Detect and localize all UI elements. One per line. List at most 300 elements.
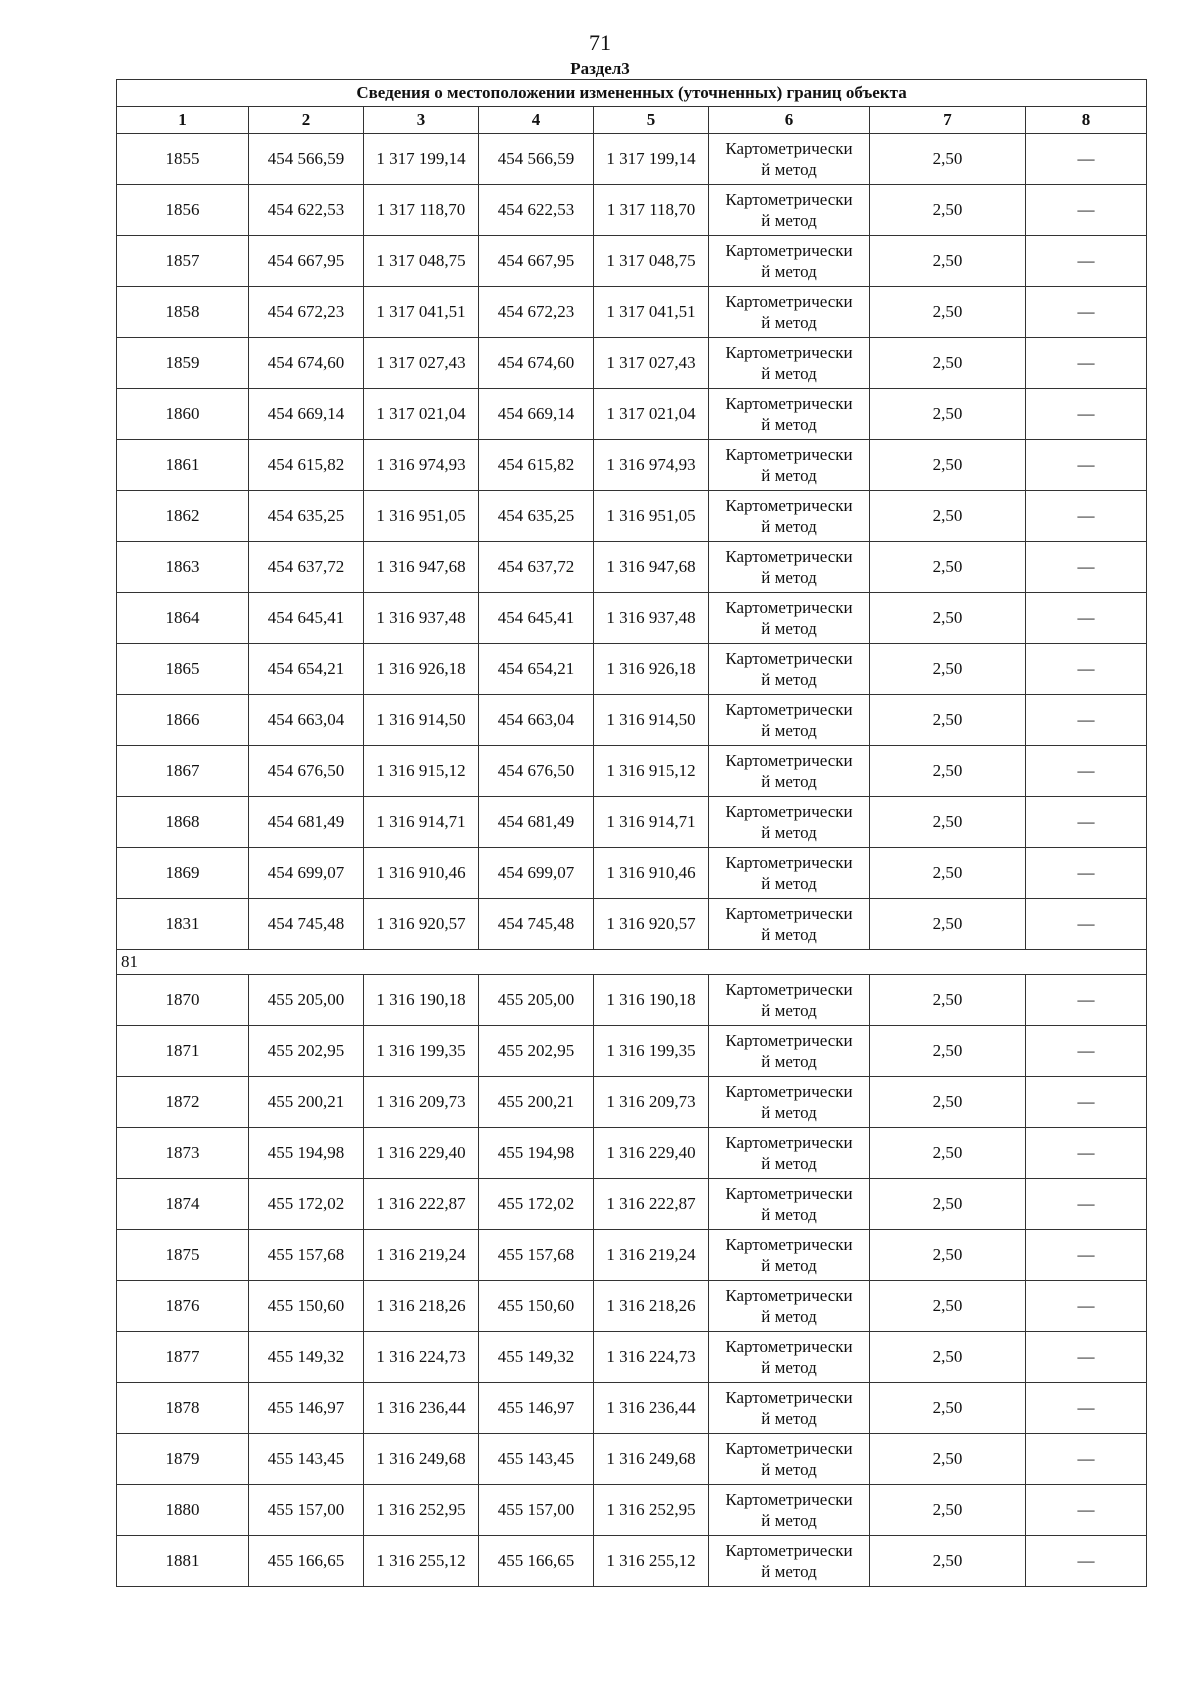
dash-cell: — [1026, 644, 1147, 695]
table-cell: 455 166,65 [249, 1536, 364, 1587]
table-cell: 1 316 951,05 [364, 491, 479, 542]
dash-cell: — [1026, 440, 1147, 491]
table-cell: 455 149,32 [249, 1332, 364, 1383]
column-header: 1 [117, 107, 249, 134]
method-text-line1: Картометрически [725, 1133, 853, 1152]
table-cell: 1 316 249,68 [364, 1434, 479, 1485]
table-cell: 454 663,04 [479, 695, 594, 746]
table-cell: 1 316 947,68 [364, 542, 479, 593]
method-cell [709, 134, 870, 185]
method-cell [709, 185, 870, 236]
dash-cell: — [1026, 848, 1147, 899]
method-text-line1: Картометрически [725, 1286, 853, 1305]
table-row [117, 593, 1147, 644]
table-cell: 455 146,97 [249, 1383, 364, 1434]
table-cell: 1873 [117, 1128, 249, 1179]
table-cell: 1 316 219,24 [594, 1230, 709, 1281]
dash-cell: — [1026, 491, 1147, 542]
dash-cell: — [1026, 185, 1147, 236]
table-cell: 1 316 915,12 [364, 746, 479, 797]
table-cell: 1 316 914,71 [364, 797, 479, 848]
table-cell: 1 316 951,05 [594, 491, 709, 542]
table-cell: 1 316 190,18 [364, 975, 479, 1026]
table-row [117, 1128, 1147, 1179]
table-row [117, 338, 1147, 389]
table-cell: 454 699,07 [249, 848, 364, 899]
table-cell: 454 745,48 [479, 899, 594, 950]
table-cell: 1864 [117, 593, 249, 644]
table-cell: 1 316 910,46 [594, 848, 709, 899]
table-cell: 1 317 118,70 [594, 185, 709, 236]
table-cell: 1881 [117, 1536, 249, 1587]
table-row [117, 542, 1147, 593]
table-cell: 1 316 926,18 [364, 644, 479, 695]
method-text-line1: Картометрически [725, 496, 853, 515]
table-cell: 1 316 199,35 [594, 1026, 709, 1077]
method-text-line2: й метод [761, 415, 817, 434]
table-cell: 1860 [117, 389, 249, 440]
table-cell: 1877 [117, 1332, 249, 1383]
table-caption: Сведения о местоположении измененных (уточненных) границ объекта [117, 80, 1147, 107]
accuracy-cell: 2,50 [870, 1332, 1026, 1383]
method-text-line1: Картометрически [725, 1031, 853, 1050]
table-cell: 455 172,02 [479, 1179, 594, 1230]
table-cell: 1878 [117, 1383, 249, 1434]
method-text-line1: Картометрически [725, 598, 853, 617]
method-text-line2: й метод [761, 772, 817, 791]
dash-cell: — [1026, 1128, 1147, 1179]
dash-cell: — [1026, 899, 1147, 950]
table-cell: 1859 [117, 338, 249, 389]
table-cell: 455 200,21 [249, 1077, 364, 1128]
table-cell: 1 316 910,46 [364, 848, 479, 899]
accuracy-cell: 2,50 [870, 695, 1026, 746]
accuracy-cell: 2,50 [870, 975, 1026, 1026]
accuracy-cell: 2,50 [870, 338, 1026, 389]
method-text-line2: й метод [761, 517, 817, 536]
table-cell: 455 157,00 [479, 1485, 594, 1536]
table-cell: 454 669,14 [249, 389, 364, 440]
method-text-line2: й метод [761, 160, 817, 179]
table-cell: 1 316 920,57 [594, 899, 709, 950]
table-cell: 1862 [117, 491, 249, 542]
method-text-line1: Картометрически [725, 1337, 853, 1356]
table-cell: 1879 [117, 1434, 249, 1485]
method-text-line1: Картометрически [725, 700, 853, 719]
table-row [117, 1485, 1147, 1536]
table-cell: 1 316 255,12 [594, 1536, 709, 1587]
accuracy-cell: 2,50 [870, 1230, 1026, 1281]
dash-cell: — [1026, 1485, 1147, 1536]
table-cell: 454 672,23 [479, 287, 594, 338]
table-cell: 1855 [117, 134, 249, 185]
accuracy-cell: 2,50 [870, 491, 1026, 542]
table-row [117, 1179, 1147, 1230]
dash-cell: — [1026, 1434, 1147, 1485]
table-cell: 454 635,25 [479, 491, 594, 542]
method-text-line1: Картометрически [725, 1082, 853, 1101]
method-cell [709, 644, 870, 695]
method-text-line2: й метод [761, 1052, 817, 1071]
table-cell: 1 316 199,35 [364, 1026, 479, 1077]
column-header: 8 [1026, 107, 1147, 134]
dash-cell: — [1026, 695, 1147, 746]
method-text-line2: й метод [761, 211, 817, 230]
table-row [117, 695, 1147, 746]
table-cell: 1 317 118,70 [364, 185, 479, 236]
method-cell [709, 593, 870, 644]
table-cell: 1 316 224,73 [364, 1332, 479, 1383]
accuracy-cell: 2,50 [870, 1383, 1026, 1434]
table-cell: 1 316 229,40 [594, 1128, 709, 1179]
table-cell: 454 637,72 [479, 542, 594, 593]
table-cell: 1872 [117, 1077, 249, 1128]
method-text-line1: Картометрически [725, 802, 853, 821]
table-row [117, 185, 1147, 236]
table-cell: 1831 [117, 899, 249, 950]
table-cell: 1 317 027,43 [594, 338, 709, 389]
table-cell: 1 316 190,18 [594, 975, 709, 1026]
table-cell: 1880 [117, 1485, 249, 1536]
table-cell: 454 566,59 [249, 134, 364, 185]
dash-cell: — [1026, 338, 1147, 389]
table-cell: 1863 [117, 542, 249, 593]
table-cell: 1 316 926,18 [594, 644, 709, 695]
table-cell: 454 676,50 [479, 746, 594, 797]
column-header: 5 [594, 107, 709, 134]
table-cell: 1 317 027,43 [364, 338, 479, 389]
table-cell: 1870 [117, 975, 249, 1026]
table-cell: 1858 [117, 287, 249, 338]
accuracy-cell: 2,50 [870, 644, 1026, 695]
column-header: 3 [364, 107, 479, 134]
table-cell: 1 316 915,12 [594, 746, 709, 797]
group-separator [117, 950, 1147, 975]
table-cell: 1 316 920,57 [364, 899, 479, 950]
table-cell: 1 317 048,75 [594, 236, 709, 287]
table-cell: 454 635,25 [249, 491, 364, 542]
accuracy-cell: 2,50 [870, 848, 1026, 899]
table-row [117, 1536, 1147, 1587]
table-row [117, 644, 1147, 695]
method-text-line1: Картометрически [725, 241, 853, 260]
method-text-line2: й метод [761, 568, 817, 587]
method-text-line1: Картометрически [725, 1541, 853, 1560]
table-cell: 1865 [117, 644, 249, 695]
dash-cell: — [1026, 236, 1147, 287]
table-row [117, 1332, 1147, 1383]
table-row [117, 1383, 1147, 1434]
dash-cell: — [1026, 389, 1147, 440]
table-cell: 455 157,68 [249, 1230, 364, 1281]
table-cell: 1 316 947,68 [594, 542, 709, 593]
table-cell: 455 172,02 [249, 1179, 364, 1230]
dash-cell: — [1026, 797, 1147, 848]
table-cell: 455 157,00 [249, 1485, 364, 1536]
accuracy-cell: 2,50 [870, 899, 1026, 950]
table-row [117, 287, 1147, 338]
table-cell: 1 317 021,04 [594, 389, 709, 440]
table-cell: 455 143,45 [249, 1434, 364, 1485]
table-cell: 1867 [117, 746, 249, 797]
section-title: Раздел3 [570, 59, 630, 78]
page-number: 71 [589, 30, 611, 55]
method-text-line2: й метод [761, 721, 817, 740]
dash-cell: — [1026, 1026, 1147, 1077]
table-cell: 454 676,50 [249, 746, 364, 797]
table-cell: 455 146,97 [479, 1383, 594, 1434]
table-cell: 1 316 218,26 [364, 1281, 479, 1332]
dash-cell: — [1026, 1230, 1147, 1281]
accuracy-cell: 2,50 [870, 797, 1026, 848]
table-cell: 1 316 914,50 [364, 695, 479, 746]
table-cell: 1 316 209,73 [594, 1077, 709, 1128]
method-text-line2: й метод [761, 1460, 817, 1479]
dash-cell: — [1026, 1383, 1147, 1434]
method-text-line2: й метод [761, 670, 817, 689]
method-cell [709, 797, 870, 848]
accuracy-cell: 2,50 [870, 593, 1026, 644]
accuracy-cell: 2,50 [870, 1026, 1026, 1077]
table-cell: 454 654,21 [249, 644, 364, 695]
table-cell: 1 317 021,04 [364, 389, 479, 440]
method-text-line2: й метод [761, 1511, 817, 1530]
table-cell: 1 316 914,50 [594, 695, 709, 746]
method-text-line2: й метод [761, 925, 817, 944]
column-header: 4 [479, 107, 594, 134]
method-text-line1: Картометрически [725, 980, 853, 999]
table-cell: 1861 [117, 440, 249, 491]
method-text-line2: й метод [761, 1205, 817, 1224]
table-cell: 454 645,41 [479, 593, 594, 644]
table-cell: 454 681,49 [479, 797, 594, 848]
dash-cell: — [1026, 1281, 1147, 1332]
accuracy-cell: 2,50 [870, 1128, 1026, 1179]
table-cell: 454 669,14 [479, 389, 594, 440]
table-cell: 455 166,65 [479, 1536, 594, 1587]
table-cell: 1 316 252,95 [364, 1485, 479, 1536]
table-cell: 454 663,04 [249, 695, 364, 746]
table-cell: 454 654,21 [479, 644, 594, 695]
method-text-line2: й метод [761, 619, 817, 638]
method-cell [709, 338, 870, 389]
method-text-line2: й метод [761, 1154, 817, 1173]
dash-cell: — [1026, 287, 1147, 338]
column-header: 7 [870, 107, 1026, 134]
accuracy-cell: 2,50 [870, 746, 1026, 797]
method-text-line1: Картометрически [725, 649, 853, 668]
table-cell: 1 317 048,75 [364, 236, 479, 287]
method-cell [709, 1281, 870, 1332]
method-cell [709, 542, 870, 593]
accuracy-cell: 2,50 [870, 1536, 1026, 1587]
method-cell [709, 1179, 870, 1230]
table-cell: 454 667,95 [249, 236, 364, 287]
table-cell: 1856 [117, 185, 249, 236]
table-cell: 1 317 199,14 [364, 134, 479, 185]
table-cell: 454 681,49 [249, 797, 364, 848]
table-cell: 1876 [117, 1281, 249, 1332]
table-cell: 1 316 229,40 [364, 1128, 479, 1179]
table-cell: 455 205,00 [249, 975, 364, 1026]
table-cell: 1 316 219,24 [364, 1230, 479, 1281]
method-text-line1: Картометрически [725, 1235, 853, 1254]
table-cell: 1 316 914,71 [594, 797, 709, 848]
method-cell [709, 1434, 870, 1485]
table-cell: 454 745,48 [249, 899, 364, 950]
dash-cell: — [1026, 542, 1147, 593]
table-cell: 454 699,07 [479, 848, 594, 899]
method-cell [709, 899, 870, 950]
table-cell: 455 202,95 [249, 1026, 364, 1077]
dash-cell: — [1026, 1536, 1147, 1587]
method-cell [709, 848, 870, 899]
method-text-line1: Картометрически [725, 139, 853, 158]
method-text-line2: й метод [761, 1256, 817, 1275]
table-cell: 455 194,98 [249, 1128, 364, 1179]
method-text-line1: Картометрически [725, 394, 853, 413]
method-cell [709, 1485, 870, 1536]
table-row [117, 440, 1147, 491]
table-row [117, 236, 1147, 287]
column-header-row [117, 107, 1147, 134]
method-cell [709, 1332, 870, 1383]
method-text-line1: Картометрически [725, 1490, 853, 1509]
table-body-group-a [117, 134, 1147, 950]
table-cell: 1 316 252,95 [594, 1485, 709, 1536]
method-cell [709, 1128, 870, 1179]
accuracy-cell: 2,50 [870, 1179, 1026, 1230]
table-cell: 455 150,60 [249, 1281, 364, 1332]
accuracy-cell: 2,50 [870, 1434, 1026, 1485]
method-text-line1: Картометрически [725, 904, 853, 923]
table-cell: 455 149,32 [479, 1332, 594, 1383]
method-cell [709, 1026, 870, 1077]
method-text-line2: й метод [761, 1562, 817, 1581]
accuracy-cell: 2,50 [870, 542, 1026, 593]
column-header: 2 [249, 107, 364, 134]
method-cell [709, 389, 870, 440]
method-cell [709, 1536, 870, 1587]
table-cell: 454 667,95 [479, 236, 594, 287]
table-cell: 455 205,00 [479, 975, 594, 1026]
accuracy-cell: 2,50 [870, 1485, 1026, 1536]
table-cell: 1 316 937,48 [594, 593, 709, 644]
table-cell: 1 316 224,73 [594, 1332, 709, 1383]
table-row [117, 1077, 1147, 1128]
accuracy-cell: 2,50 [870, 236, 1026, 287]
table-cell: 1 316 974,93 [364, 440, 479, 491]
table-cell: 1 316 937,48 [364, 593, 479, 644]
dash-cell: — [1026, 1179, 1147, 1230]
table-cell: 1 317 199,14 [594, 134, 709, 185]
table-cell: 455 200,21 [479, 1077, 594, 1128]
method-text-line1: Картометрически [725, 853, 853, 872]
method-text-line2: й метод [761, 466, 817, 485]
table-row [117, 848, 1147, 899]
table-cell: 1875 [117, 1230, 249, 1281]
table-cell: 1 317 041,51 [594, 287, 709, 338]
dash-cell: — [1026, 1332, 1147, 1383]
method-text-line1: Картометрически [725, 1184, 853, 1203]
table-cell: 1 316 974,93 [594, 440, 709, 491]
accuracy-cell: 2,50 [870, 389, 1026, 440]
method-text-line2: й метод [761, 262, 817, 281]
method-cell [709, 695, 870, 746]
dash-cell: — [1026, 134, 1147, 185]
table-row [117, 134, 1147, 185]
accuracy-cell: 2,50 [870, 185, 1026, 236]
table-cell: 1 316 236,44 [364, 1383, 479, 1434]
method-text-line2: й метод [761, 1001, 817, 1020]
method-text-line2: й метод [761, 823, 817, 842]
accuracy-cell: 2,50 [870, 1077, 1026, 1128]
method-text-line2: й метод [761, 874, 817, 893]
table-cell: 454 622,53 [479, 185, 594, 236]
table-row [117, 746, 1147, 797]
method-cell [709, 236, 870, 287]
table-cell: 1 316 222,87 [364, 1179, 479, 1230]
table-row [117, 1434, 1147, 1485]
method-cell [709, 1383, 870, 1434]
table-cell: 1857 [117, 236, 249, 287]
method-text-line2: й метод [761, 1307, 817, 1326]
method-text-line1: Картометрически [725, 751, 853, 770]
table-row [117, 975, 1147, 1026]
method-text-line1: Картометрически [725, 1388, 853, 1407]
method-cell [709, 440, 870, 491]
method-text-line2: й метод [761, 364, 817, 383]
table-cell: 1 316 236,44 [594, 1383, 709, 1434]
table-cell: 1 316 249,68 [594, 1434, 709, 1485]
accuracy-cell: 2,50 [870, 440, 1026, 491]
accuracy-cell: 2,50 [870, 287, 1026, 338]
table-cell: 1866 [117, 695, 249, 746]
table-cell: 1 316 222,87 [594, 1179, 709, 1230]
table-cell: 454 615,82 [479, 440, 594, 491]
table-cell: 454 674,60 [249, 338, 364, 389]
table-row [117, 1026, 1147, 1077]
table-body-group-b [117, 975, 1147, 1587]
table-cell: 454 674,60 [479, 338, 594, 389]
method-cell [709, 1230, 870, 1281]
method-text-line1: Картометрически [725, 547, 853, 566]
method-cell [709, 975, 870, 1026]
table-cell: 455 202,95 [479, 1026, 594, 1077]
dash-cell: — [1026, 593, 1147, 644]
table-cell: 455 150,60 [479, 1281, 594, 1332]
table-cell: 1871 [117, 1026, 249, 1077]
table-row [117, 899, 1147, 950]
table-cell: 1 316 218,26 [594, 1281, 709, 1332]
table-row [117, 1281, 1147, 1332]
method-text-line2: й метод [761, 1358, 817, 1377]
table-cell: 454 566,59 [479, 134, 594, 185]
dash-cell: — [1026, 746, 1147, 797]
table-cell: 454 615,82 [249, 440, 364, 491]
method-text-line2: й метод [761, 1103, 817, 1122]
table-row [117, 797, 1147, 848]
method-text-line1: Картометрически [725, 1439, 853, 1458]
table-cell: 455 143,45 [479, 1434, 594, 1485]
table-cell: 1869 [117, 848, 249, 899]
method-cell [709, 287, 870, 338]
dash-cell: — [1026, 975, 1147, 1026]
group-label: 81 [117, 950, 1147, 975]
method-cell [709, 1077, 870, 1128]
method-text-line2: й метод [761, 1409, 817, 1428]
table-cell: 454 637,72 [249, 542, 364, 593]
